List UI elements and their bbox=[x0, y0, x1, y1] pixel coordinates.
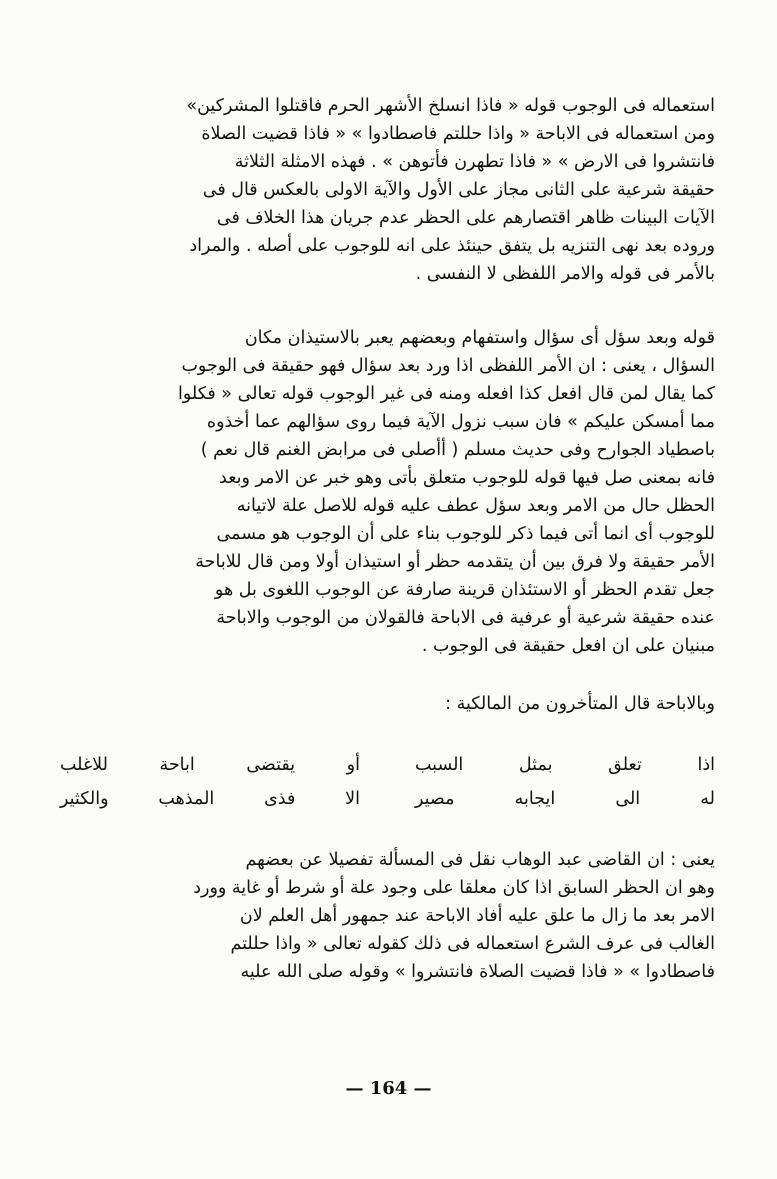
text-line: السؤال ، يعنى : ان الأمر اللفظى اذا ورد بعد سؤال فهو حقيقة فى الوجوب bbox=[181, 356, 715, 376]
text-line: بالأمر فى قوله والامر اللفظى لا النفسى . bbox=[415, 264, 715, 284]
text-line: الحظل حال من الامر وبعد سؤل عطف عليه قوله للاصل علة لاتيانه bbox=[236, 496, 715, 516]
text-line: فانتشروا فى الارض » « فاذا تطهرن فأتوهن » . فهذه الامثلة الثلاثة bbox=[234, 152, 715, 172]
poem-verse bbox=[60, 782, 715, 816]
text-line: فانه بمعنى صل فيها قوله للوجوب متعلق بأتى وهو خبر عن الامر وبعد bbox=[219, 468, 715, 488]
text-line: الأمر حقيقة ولا فرق بين أن يتقدمه حظر أو استيذان أولا ومن قال للاباحة bbox=[195, 552, 715, 572]
text-line: يعنى : ان القاضى عبد الوهاب نقل فى المسألة تفصيلا عن بعضهم bbox=[245, 850, 715, 870]
paragraph-3 bbox=[60, 690, 715, 718]
poem-second-hemistich: له الى ايجابه مصير bbox=[415, 789, 715, 809]
text-line: فاصطادوا » « فاذا قضيت الصلاة فانتشروا » وقوله صلى الله عليه bbox=[240, 962, 715, 982]
text-line: الامر بعد ما زال ما علق عليه أفاد الاباحة عند جمهور أهل العلم لان bbox=[239, 906, 715, 926]
paragraph-2 bbox=[60, 324, 715, 660]
text-line: ومن استعماله فى الاباحة « واذا حللتم فاصطادوا » « فاذا قضيت الصلاة bbox=[201, 124, 715, 144]
poem-verse bbox=[60, 748, 715, 782]
poem-first-hemistich: أو يقتضى اباحة للاغلب bbox=[60, 755, 360, 775]
text-line: وهو ان الحظر السابق اذا كان معلقا على وجود علة أو شرط أو غاية وورد bbox=[193, 878, 715, 898]
text-line: كما يقال لمن قال افعل كذا افعله ومنه فى غير الوجوب قوله تعالى « فكلوا bbox=[178, 384, 715, 404]
page-number: — 164 — bbox=[345, 1078, 432, 1099]
text-line: للوجوب أى انما أتى فيما ذكر للوجوب بناء على أن الوجوب هو مسمى bbox=[216, 524, 715, 544]
text-line: وبالاباحة قال المتأخرون من المالكية : bbox=[445, 694, 715, 714]
text-line: الآيات البينات ظاهر اقتصارهم على الحظر عدم جريان هذا الخلاف فى bbox=[216, 208, 715, 228]
page-body bbox=[60, 92, 715, 986]
text-line: وروده بعد نهى التنزيه بل يتفق حينئذ على انه للوجوب على أصله . والمراد bbox=[189, 236, 715, 256]
paragraph-1 bbox=[60, 92, 715, 288]
text-line: مبنيان على ان افعل حقيقة فى الوجوب . bbox=[421, 636, 715, 656]
poem-second-hemistich: اذا تعلق بمثل السبب bbox=[415, 755, 715, 775]
text-line: مما أمسكن عليكم » فان سبب نزول الآية فيما روى سؤالهم عما أخذوه bbox=[206, 412, 715, 432]
paragraph-4 bbox=[60, 846, 715, 986]
text-line: جعل تقدم الحظر أو الاستئذان قرينة صارفة عن الوجوب اللغوى بل هو bbox=[214, 580, 715, 600]
text-line: عنده حقيقة شرعية أو عرفية فى الاباحة فالقولان من الوجوب والاباحة bbox=[216, 608, 715, 628]
text-line: استعماله فى الوجوب قوله « فاذا انسلخ الأشهر الحرم فاقتلوا المشركين» bbox=[186, 96, 715, 116]
text-line: الغالب فى عرف الشرع استعماله فى ذلك كقوله تعالى « واذا حللتم bbox=[230, 934, 715, 954]
text-line: باصطياد الجوارح وفى حديث مسلم ( أأصلى فى مرابض الغنم قال نعم ) bbox=[200, 440, 715, 460]
text-line: حقيقة شرعية على الثانى مجاز على الأول والآية الاولى بالعكس قال فى bbox=[202, 180, 715, 200]
poem-verses bbox=[60, 748, 715, 816]
text-line: قوله وبعد سؤل أى سؤال واستفهام وبعضهم يعبر بالاستيذان مكان bbox=[244, 328, 715, 348]
poem-first-hemistich: الا فذى المذهب والكثير bbox=[60, 789, 360, 809]
